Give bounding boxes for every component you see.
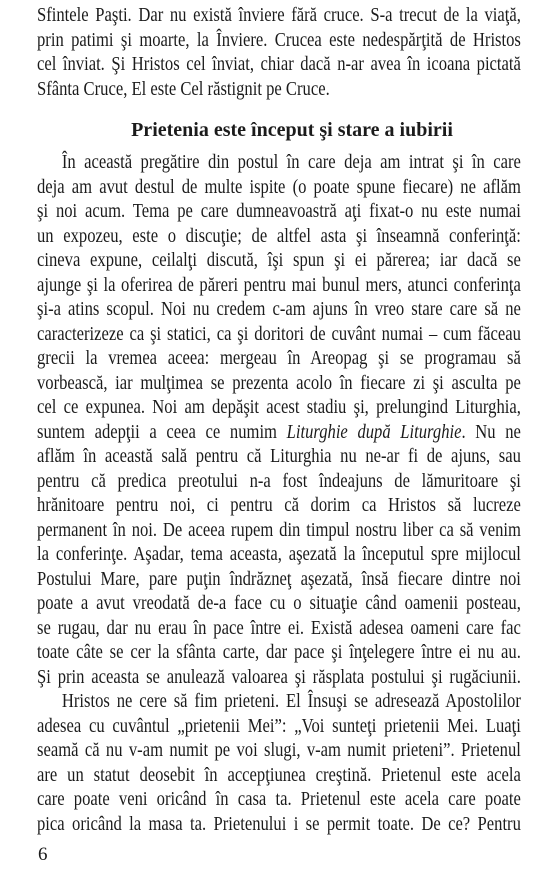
text-line: are un statut deosebit în accepţiunea creştină. Prietenul este acela (37, 763, 521, 786)
text-line: poate a avut vreodată de-a face cu o situaţie când oamenii posteau, (37, 592, 521, 614)
intro-paragraph (37, 3, 521, 101)
body-text-block (37, 150, 529, 836)
paragraph (37, 150, 521, 689)
text-line: grecii la vremea aceea: mergeau în Areopag şi se programau să (37, 347, 521, 369)
text-line: şi noi acum. Tema pe care dumneavoastră aţi fixat-o nu este numai (37, 200, 521, 222)
text-line: caracterizeze ca şi statici, ca şi doritori de cuvânt numai – cum făceau (37, 322, 521, 345)
text-line: se rugau, dar nu erau în pace între ei. Există adesea oameni care fac (37, 616, 521, 639)
paragraph (37, 689, 521, 836)
text-line: cel înviat. Şi Hristos cel înviat, chiar dacă n-ar avea în icoana pictată (37, 53, 521, 75)
text-line: un expozeu, este o discuţie; de altfel asta şi înseamnă conferinţă: (37, 224, 521, 247)
text-line: toate câte se cer la sfânta carte, dar pace şi înţelegere între ei nu au. (37, 641, 521, 663)
section-heading: Prietenia este început şi stare a iubirii (131, 119, 453, 141)
text-line: cineva expune, ceilalţi discută, îşi spun şi ei părerea; iar dacă se (37, 249, 521, 271)
text-line: cel ce expunea. Noi am depăşit acest stadiu şi, prelungind Liturghia, (37, 396, 521, 418)
page-number: 6 (38, 844, 48, 865)
text-line: pica oricând la masa ta. Prietenului i se permit toate. De ce? Pentru (37, 812, 521, 835)
text-line: Hristos ne cere să fim prieteni. El Însuşi se adresează Apostolilor (61, 690, 521, 712)
text-line: adesea cu cuvântul „prietenii Mei”: „Voi sunteţi prietenii Mei. Luaţi (37, 714, 521, 737)
text-line: Sfânta Cruce, El este Cel răstignit pe Cruce. (37, 77, 330, 100)
text-line: deja am avut destul de multe ispite (o poate spune fiecare) ne aflăm (37, 175, 521, 198)
text-line: În această pregătire din postul în care deja am intrat şi în care (61, 151, 521, 173)
text-segment: suntem adepţii a ceea ce numim (37, 420, 287, 443)
text-line: Postului Mare, pare puţin îndrăzneţ aşezată, însă fiecare dintre noi (37, 567, 521, 590)
text-line: vorbească, iar mulţimea se prezenta acolo în fiecare zi şi asculta pe (37, 371, 521, 394)
text-line: aflăm în această sală pentru că Liturghia nu ne-ar fi de ajuns, sau (37, 445, 521, 467)
text-line: Şi prin aceasta se anulează valoarea şi răsplata postului şi rugăciunii. (37, 665, 521, 688)
text-line: seamă că nu v-am numit pe voi slugi, v-am numit prieteni”. Prietenul (37, 739, 521, 761)
text-line: permanent în noi. De aceea rupem din timpul nostru liber ca să venim (37, 518, 521, 541)
intro-text-block (37, 3, 529, 101)
text-line (37, 420, 521, 445)
text-line: şi-a atins scopul. Noi nu credem c-am ajuns în vreo stare care să ne (37, 298, 521, 320)
text-line: la conferinţe. Aşadar, tema aceasta, aşezată la începutul spre mijlocul (37, 543, 521, 565)
text-segment: . Nu ne (461, 420, 521, 443)
text-line: pentru că predica preotului n-a fost îndeajuns de lămuritoare şi (37, 469, 521, 492)
text-line: Sfintele Paşti. Dar nu există înviere fără cruce. S-a trecut de la viaţă, (37, 4, 521, 26)
text-line: hrănitoare pentru noi, ci pentru că dorim ca Hristos să lucreze (37, 494, 521, 516)
text-line: prin patimi şi moarte, la Înviere. Crucea este nedespărţită de Hristos (37, 28, 521, 51)
text-line: care poate veni oricând în casa ta. Prietenul este acela care poate (37, 788, 521, 810)
emphasized-phrase: Liturghie după Liturghie (286, 420, 462, 443)
text-line: ajunge şi la oferirea de păreri pentru mai bunul mers, atunci conferinţa (37, 273, 521, 296)
